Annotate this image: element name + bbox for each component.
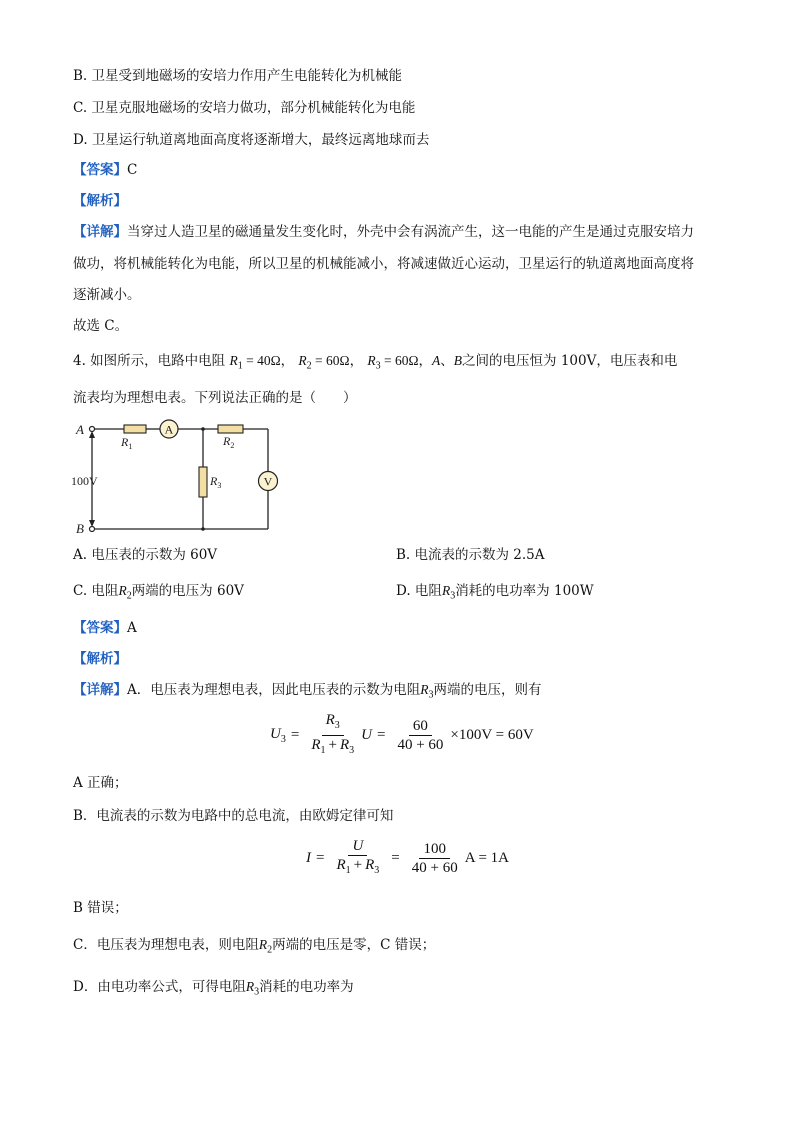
r2-label: $R_2$ <box>223 434 235 450</box>
answer-value: A <box>127 620 137 636</box>
q3-analysis-tag: 【解析】 <box>73 193 127 209</box>
resistor-r3 <box>199 467 207 497</box>
r3-value: $R_3 = 60\Omega$ <box>367 353 419 372</box>
answer-tag: 【答案】 <box>73 162 127 178</box>
q3-option-c: C. 卫星克服地磁场的安培力做功，部分机械能转化为电能 <box>73 100 416 116</box>
q3-detail-line-3: 逐渐减小。 <box>73 287 141 303</box>
answer-tag: 【答案】 <box>73 620 127 636</box>
q4-option-b: B. 电流表的示数为 2.5A <box>396 547 545 563</box>
q4-detail-d: D．由电功率公式，可得电阻$R_3$消耗的电功率为 <box>73 979 354 998</box>
circuit-diagram <box>70 415 285 540</box>
q3-detail-line-2: 做功，将机械能转化为电能，所以卫星的机械能减小，将减速做近心运动，卫星运行的轨道离地面高度将 <box>73 256 694 272</box>
q4-option-a: A. 电压表的示数为 60V <box>73 547 218 563</box>
detail-tag: 【详解】 <box>73 224 127 240</box>
voltmeter-label: V <box>263 474 273 489</box>
q4-stem-line-1: 4. 如图所示，电路中电阻 $R_1 = 40\Omega$， $R_2 = 60\Omega$， $R_3 = 60\Omega$，A、B之间的电压恒为 100V，电压表和电 <box>73 353 678 372</box>
q4-detail-b: B．电流表的示数为电路中的总电流，由欧姆定律可知 <box>73 808 394 824</box>
r1-label: $R_1$ <box>121 435 133 451</box>
q3-option-b: B. 卫星受到地磁场的安培力作用产生电能转化为机械能 <box>73 68 403 84</box>
answer-value: C <box>127 162 138 178</box>
formula-current: I = $\frac{U}{R_1 + R_3}$ = $\frac{100}{40 + 60}$ A = 1A <box>306 838 510 876</box>
r1-value: $R_1 = 40\Omega$ <box>229 353 281 372</box>
q4-b-wrong: B 错误； <box>73 900 128 916</box>
q4-detail-a: 【详解】A．电压表为理想电表，因此电压表的示数为电阻$R_3$两端的电压，则有 <box>73 682 542 701</box>
terminal-b <box>90 527 95 532</box>
q3-option-d: D. 卫星运行轨道离地面高度将逐渐增大，最终远离地球而去 <box>73 132 430 148</box>
resistor-r2 <box>218 425 243 433</box>
node-b-label: B <box>76 521 84 536</box>
resistor-r1 <box>124 425 146 433</box>
detail-tag: 【详解】 <box>73 682 127 698</box>
q4-a-correct: A 正确； <box>73 775 128 791</box>
q3-answer <box>73 160 137 180</box>
r2-value: $R_2 = 60\Omega$ <box>298 353 350 372</box>
formula-u3: $U_3$ = $\frac{R_3}{R_1 + R_3}$ U = $\frac{60}{40 + 60}$ ×100V = 60V <box>270 712 534 756</box>
source-voltage-label: 100V <box>71 474 98 488</box>
q3-detail-line-1: 【详解】当穿过人造卫星的磁通量发生变化时，外壳中会有涡流产生，这一电能的产生是通过克服安培力 <box>73 224 694 240</box>
q4-analysis-tag: 【解析】 <box>73 651 127 667</box>
ammeter-label: A <box>164 422 174 437</box>
q4-option-d: D. 电阻$R_3$消耗的电功率为 100W <box>396 583 594 602</box>
q4-detail-c: C．电压表为理想电表，则电阻$R_2$两端的电压是零，C 错误； <box>73 937 436 956</box>
q4-answer <box>73 618 137 638</box>
q4-option-c: C. 电阻$R_2$两端的电压为 60V <box>73 583 244 602</box>
terminal-a <box>90 427 95 432</box>
q4-stem-line-2: 流表均为理想电表。下列说法正确的是（ ） <box>73 390 357 406</box>
q3-conclusion: 故选 C。 <box>73 318 129 334</box>
node-a-label: A <box>76 422 84 437</box>
r3-label: $R_3$ <box>210 474 222 490</box>
